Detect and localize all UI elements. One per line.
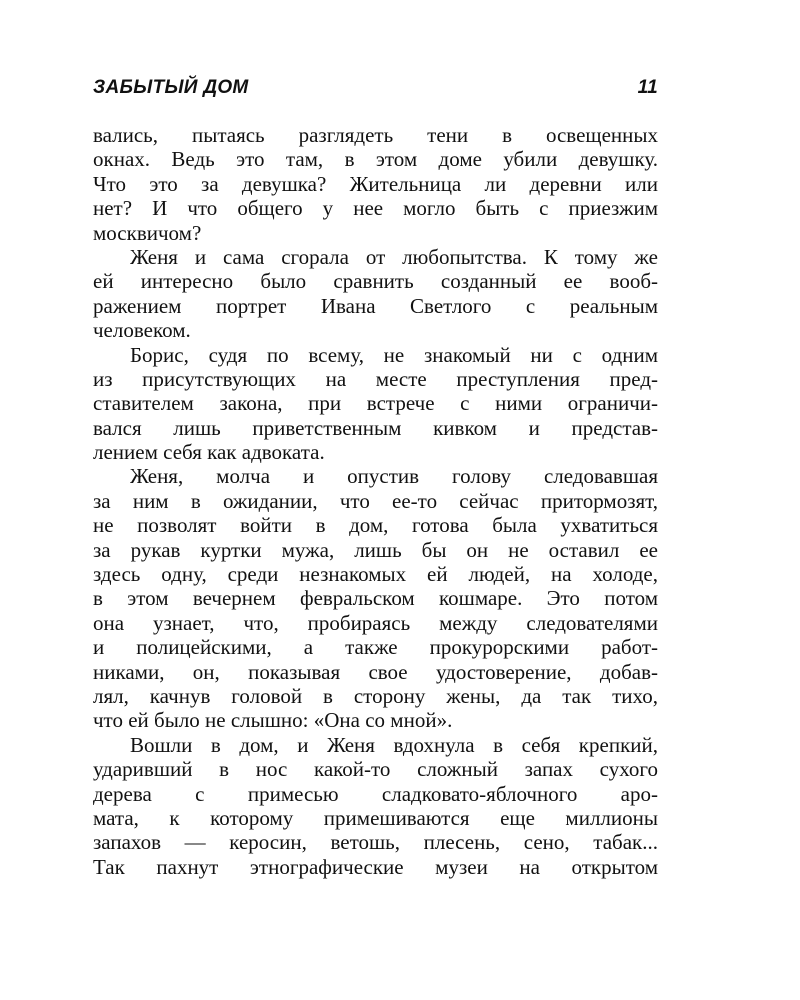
text-line: Вошли в дом, и Женя вдохнула в себя крепкий,: [130, 732, 658, 757]
text-line: лял, качнув головой в сторону жены, да так тихо,: [93, 683, 658, 708]
text-line: что ей было не слышно: «Она со мной».: [93, 708, 453, 733]
text-line: Борис, судя по всему, не знакомый ни с одним: [130, 342, 658, 367]
text-line: вался лишь приветственным кивком и представ-: [93, 415, 658, 440]
text-line: никами, он, показывая свое удостоверение, добав-: [93, 659, 658, 684]
text-line: в этом вечернем февральском кошмаре. Это потом: [93, 586, 658, 611]
running-header: [93, 77, 658, 105]
text-line: человеком.: [93, 318, 191, 343]
body-text: [93, 123, 658, 879]
text-line: вались, пытаясь разглядеть тени в освещенных: [93, 123, 658, 147]
text-line: ражением портрет Ивана Светлого с реальным: [93, 293, 658, 318]
text-line: за ним в ожидании, что ее-то сейчас притормозят,: [93, 488, 658, 513]
text-line: окнах. Ведь это там, в этом доме убили девушку.: [93, 147, 658, 172]
text-line: Женя, молча и опустив голову следовавшая: [130, 464, 658, 489]
text-line: ставителем закона, при встрече с ними ограничи-: [93, 391, 658, 416]
text-line: не позволят войти в дом, готова была ухватиться: [93, 513, 658, 538]
book-title: ЗАБЫТЫЙ ДОМ: [93, 77, 249, 98]
page-number: 11: [637, 77, 658, 98]
text-line: Женя и сама сгорала от любопытства. К тому же: [130, 244, 658, 269]
text-line: лением себя как адвоката.: [93, 440, 325, 465]
text-line: мата, к которому примешиваются еще миллионы: [93, 805, 658, 830]
text-line: запахов — керосин, ветошь, плесень, сено, табак...: [93, 830, 658, 855]
text-line: нет? И что общего у нее могло быть с приезжим: [93, 196, 658, 221]
text-line: ударивший в нос какой-то сложный запах сухого: [93, 757, 658, 782]
text-line: москвичом?: [93, 220, 202, 245]
text-line: здесь одну, среди незнакомых ей людей, на холоде,: [93, 562, 658, 587]
text-line: из присутствующих на месте преступления пред-: [93, 366, 658, 391]
text-line: ей интересно было сравнить созданный ее вооб-: [93, 269, 658, 294]
text-line: она узнает, что, пробираясь между следователями: [93, 610, 658, 635]
text-line: Что это за девушка? Жительница ли деревни или: [93, 171, 658, 196]
text-line: за рукав куртки мужа, лишь бы он не оставил ее: [93, 537, 658, 562]
text-line: Так пахнут этнографические музеи на открытом: [93, 854, 658, 879]
text-line: и полицейскими, а также прокурорскими работ-: [93, 635, 658, 660]
text-line: дерева с примесью сладковато-яблочного аро-: [93, 781, 658, 806]
